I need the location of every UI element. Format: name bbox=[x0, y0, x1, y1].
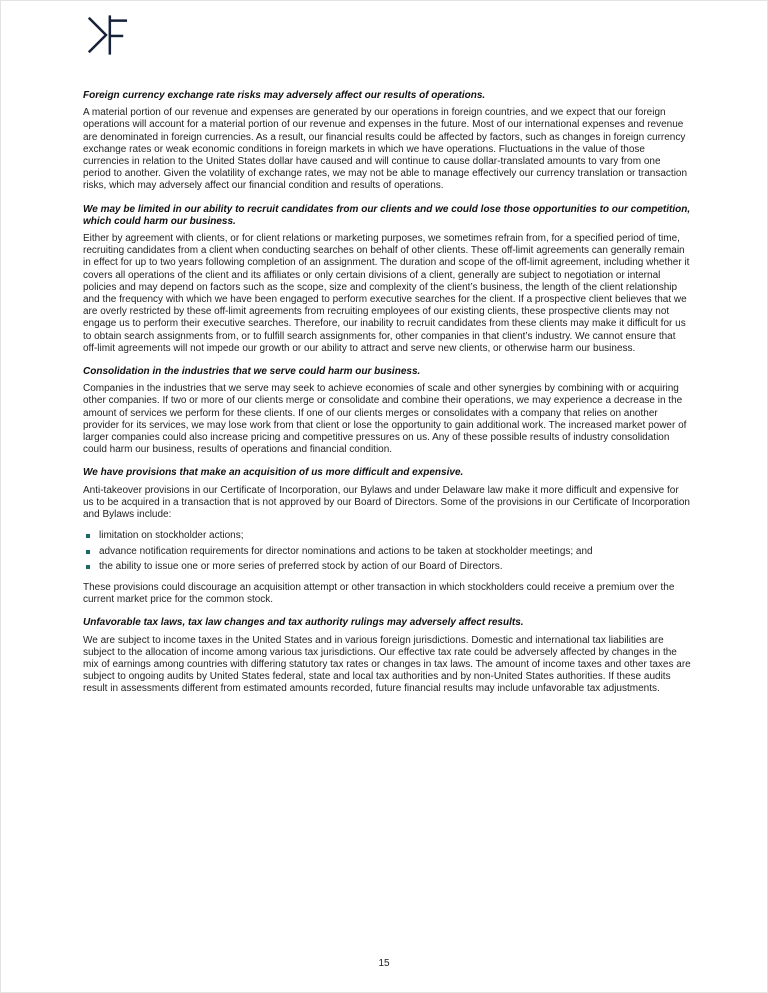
square-bullet-icon bbox=[86, 534, 90, 538]
bullet-item bbox=[83, 530, 691, 542]
bullet-text: the ability to issue one or more series of preferred stock by action of our Board of Directors. bbox=[99, 560, 503, 572]
section-heading: We may be limited in our ability to recruit candidates from our clients and we could lose those opportunities to our competition, which could harm our business. bbox=[83, 203, 691, 227]
section-heading: Unfavorable tax laws, tax law changes and tax authority rulings may adversely affect results. bbox=[83, 617, 524, 629]
section-heading: Foreign currency exchange rate risks may adversely affect our results of operations. bbox=[83, 90, 486, 101]
square-bullet-icon bbox=[86, 565, 90, 569]
section-anti-takeover-provisions bbox=[83, 467, 691, 606]
bullet-item bbox=[83, 546, 691, 558]
bullet-text: advance notification requirements for director nominations and actions to be taken at stockholder meetings; and bbox=[99, 545, 593, 557]
section-paragraph: These provisions could discourage an acquisition attempt or other transaction in which stockholders could receive a premium over the current market price for the common stock. bbox=[83, 581, 675, 606]
korn-ferry-logo bbox=[84, 13, 128, 57]
square-bullet-icon bbox=[86, 550, 90, 554]
section-paragraph: Anti-takeover provisions in our Certificate of Incorporation, our Bylaws and under Delaware law make it more difficult and expensive for us to be acquired in a transaction that is not approved by our Board of Directors. Some of the provisions in our Certificate of Incorporation and Bylaws include: bbox=[83, 484, 690, 521]
section-heading: We have provisions that make an acquisition of us more difficult and expensive. bbox=[83, 467, 464, 479]
bullet-item bbox=[83, 561, 691, 573]
section-paragraph: A material portion of our revenue and expenses are generated by our operations in foreign countries, and we expect that our foreign operations will account for a material portion of our revenue and expenses in the future. Most of our international expenses and revenue are denominated in foreign currencies. As a result, our financial results could be affected by factors, such as changes in foreign currency exchange rates or weak economic conditions in foreign markets in which we have operations. Fluctuations in the value of those currencies in relation to the United States dollar have caused and will continue to cause dollar-translated amounts to vary from one period to another. Given the volatility of exchange rates, we may not be able to manage effectively our currency translation or transaction risks, which may adversely affect our financial condition and results of operations. bbox=[83, 107, 688, 192]
section-foreign-currency bbox=[83, 90, 691, 193]
document-content bbox=[83, 90, 691, 705]
provisions-bullet-list bbox=[83, 530, 691, 573]
bullet-text: limitation on stockholder actions; bbox=[99, 530, 244, 542]
section-paragraph: We are subject to income taxes in the United States and in various foreign jurisdictions. Domestic and international tax liabilities are subject to the allocation of income among various tax jurisdictions. Our effective tax rate could be adversely affected by changes in the mix of earnings among countries with differing statutory tax rates or changes in tax laws. The amount of income taxes and other taxes are subject to ongoing audits by United States federal, state and local tax authorities and by non-United States authorities. If these audits result in assessments different from estimated amounts recorded, future financial results may include unfavorable tax adjustments. bbox=[83, 634, 691, 695]
section-tax-risks bbox=[83, 617, 691, 695]
section-off-limit-agreements bbox=[83, 204, 691, 355]
section-paragraph: Either by agreement with clients, or for client relations or marketing purposes, we sometimes refrain from, for a specified period of time, recruiting candidates from a client when conducting searches on behalf of other clients. These off-limit agreements can generally remain in effect for up to two years following completion of an assignment. The duration and scope of the off-limit agreement, including whether it covers all operations of the client and its affiliates or only certain divisions of a client, generally are subject to negotiation or internal policies and may depend on factors such as the scope, size and complexity of the client’s business, the length of the client relationship and the frequency with which we have been engaged to perform executive searches for the client. If a prospective client believes that we are overly restricted by these off-limit agreements from recruiting employees of our existing clients, these prospective clients may not engage us to perform their executive searches. Therefore, our inability to recruit candidates from these clients may make it difficult for us to obtain search assignments from, or to fulfill search assignments for, other companies in that client’s industry. We cannot ensure that off-limit agreements will not impede our growth or our ability to attract and serve new clients, or otherwise harm our business. bbox=[83, 233, 690, 354]
section-industry-consolidation bbox=[83, 366, 691, 456]
page-number: 15 bbox=[378, 958, 390, 969]
korn-ferry-monogram-icon bbox=[84, 13, 128, 57]
section-paragraph: Companies in the industries that we serve may seek to achieve economies of scale and other synergies by combining with or acquiring other companies. If two or more of our clients merge or consolidate and combine their operations, we may experience a decrease in the amount of services we perform for these clients. If one of our clients merges or consolidates with a company that relies on another provider for its services, we may lose work from that client or lose the opportunity to gain additional work. The increased market power of larger companies could also increase pricing and competitive pressures on us. Any of these possible results of industry consolidation could harm our business, results of operations and financial condition. bbox=[83, 383, 687, 456]
section-heading: Consolidation in the industries that we serve could harm our business. bbox=[83, 366, 421, 378]
